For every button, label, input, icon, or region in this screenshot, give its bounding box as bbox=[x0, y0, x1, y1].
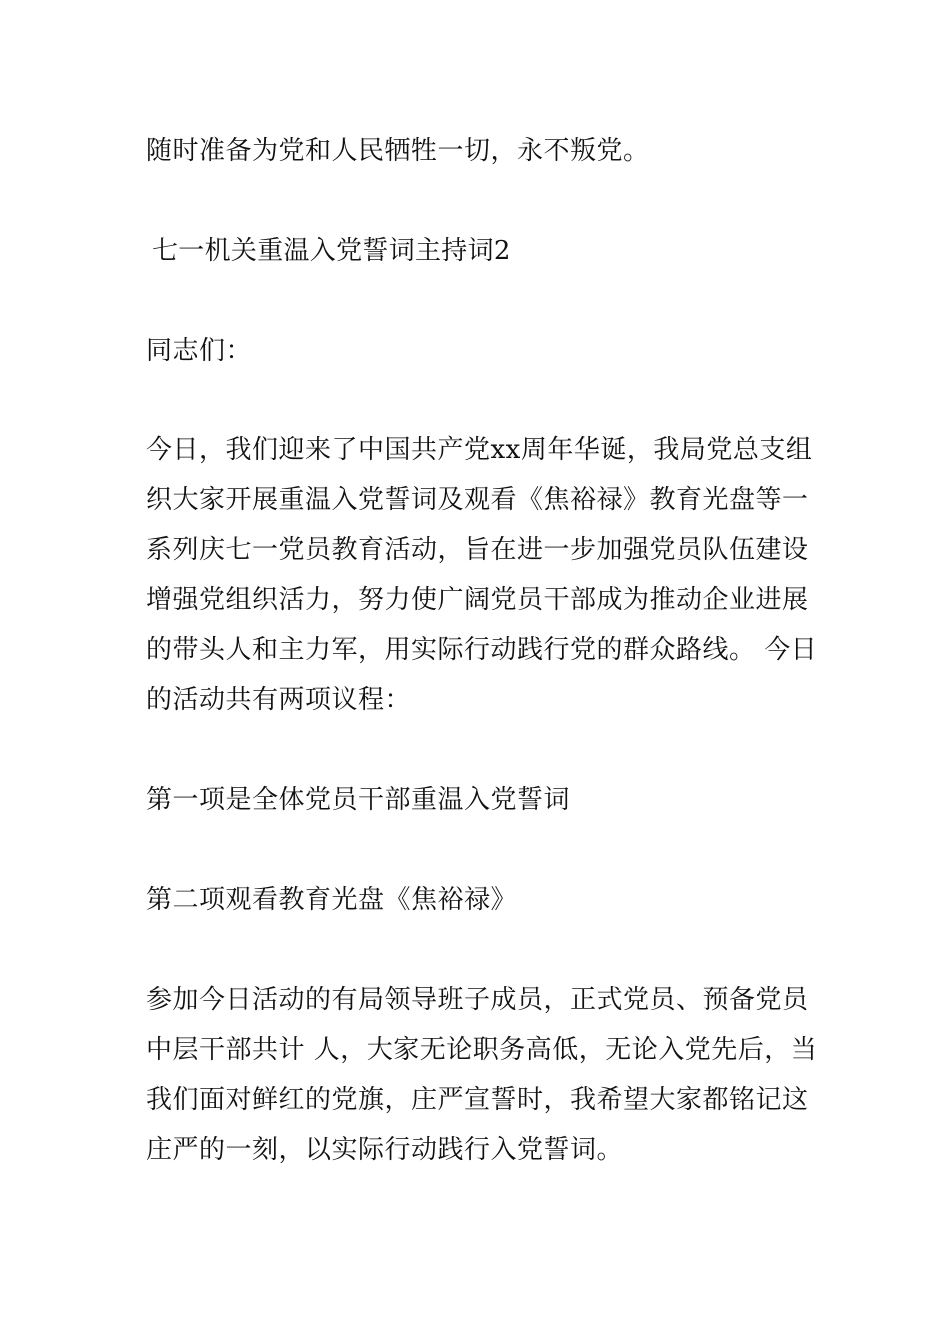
agenda-item-2: 第二项观看教育光盘《焦裕禄》 bbox=[146, 885, 518, 915]
paragraph-line: 系列庆七一党员教育活动，旨在进一步加强党员队伍建设 bbox=[146, 535, 809, 565]
paragraph-line: 的活动共有两项议程： bbox=[146, 685, 412, 715]
paragraph-line: 中层干部共计 人，大家无论职务高低，无论入党先后，当 bbox=[146, 1035, 818, 1065]
paragraph-line: 的带头人和主力军，用实际行动践行党的群众路线。 今日 bbox=[146, 635, 818, 665]
salutation: 同志们： bbox=[146, 336, 253, 366]
paragraph-line: 我们面对鲜红的党旗，庄严宣誓时，我希望大家都铭记这 bbox=[146, 1085, 809, 1115]
paragraph-line: 参加今日活动的有局领导班子成员，正式党员、预备党员 bbox=[146, 985, 809, 1015]
section-heading: 七一机关重温入党誓词主持词2 bbox=[152, 236, 511, 266]
agenda-item-1: 第一项是全体党员干部重温入党誓词 bbox=[146, 785, 571, 815]
paragraph-line: 增强党组织活力，努力使广阔党员干部成为推动企业进展 bbox=[146, 585, 809, 615]
intro-line: 随时准备为党和人民牺牲一切，永不叛党。 bbox=[146, 136, 650, 166]
paragraph-line: 织大家开展重温入党誓词及观看《焦裕禄》教育光盘等一 bbox=[146, 485, 809, 515]
paragraph-line: 今日，我们迎来了中国共产党xx周年华诞，我局党总支组 bbox=[146, 435, 813, 465]
paragraph-line: 庄严的一刻，以实际行动践行入党誓词。 bbox=[146, 1135, 624, 1165]
